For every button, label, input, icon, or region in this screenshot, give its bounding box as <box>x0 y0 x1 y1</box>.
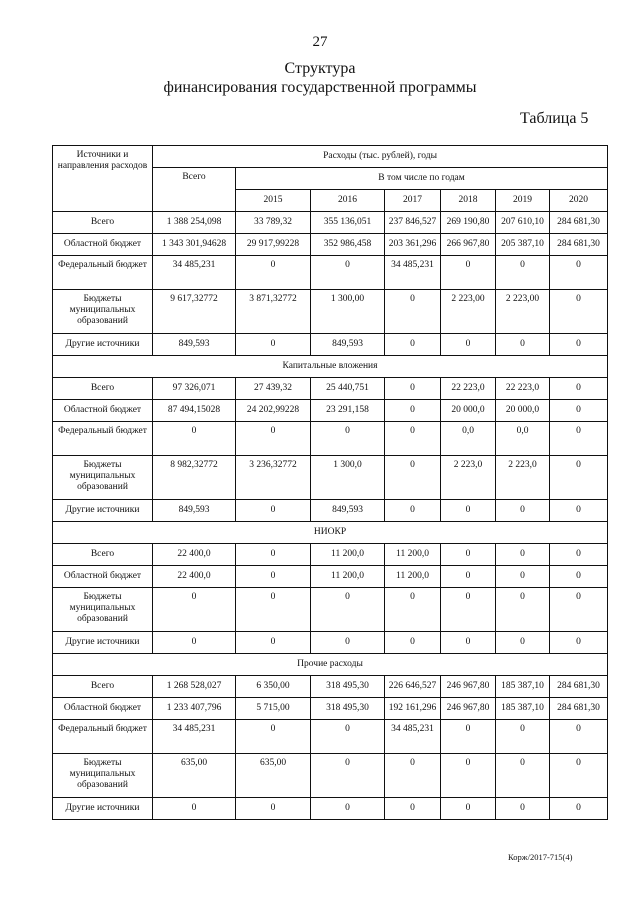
row-label: Федеральный бюджет <box>53 422 153 456</box>
cell-total: 34 485,231 <box>153 720 236 754</box>
cell-value: 3 236,32772 <box>236 456 311 500</box>
cell-value: 0 <box>236 422 311 456</box>
header-expenses: Расходы (тыс. рублей), годы <box>153 146 608 168</box>
cell-value: 0 <box>550 798 608 820</box>
cell-value: 25 440,751 <box>311 378 385 400</box>
row-label: Областной бюджет <box>53 698 153 720</box>
row-label: Федеральный бюджет <box>53 720 153 754</box>
cell-value: 0 <box>550 566 608 588</box>
cell-value: 0 <box>441 720 496 754</box>
cell-value: 11 200,0 <box>385 544 441 566</box>
cell-value: 0 <box>441 632 496 654</box>
row-label: Областной бюджет <box>53 234 153 256</box>
cell-total: 0 <box>153 798 236 820</box>
cell-value: 0 <box>441 256 496 290</box>
cell-value: 23 291,158 <box>311 400 385 422</box>
cell-value: 34 485,231 <box>385 720 441 754</box>
cell-total: 849,593 <box>153 334 236 356</box>
cell-value: 11 200,0 <box>311 566 385 588</box>
cell-value: 11 200,0 <box>385 566 441 588</box>
cell-value: 318 495,30 <box>311 698 385 720</box>
cell-value: 0 <box>550 754 608 798</box>
cell-value: 0 <box>385 754 441 798</box>
cell-value: 0 <box>385 500 441 522</box>
cell-value: 0 <box>496 720 550 754</box>
cell-total: 34 485,231 <box>153 256 236 290</box>
cell-value: 0 <box>550 422 608 456</box>
cell-value: 0 <box>311 754 385 798</box>
cell-total: 8 982,32772 <box>153 456 236 500</box>
cell-value: 0 <box>550 378 608 400</box>
cell-value: 0 <box>441 588 496 632</box>
cell-total: 87 494,15028 <box>153 400 236 422</box>
cell-value: 0 <box>236 544 311 566</box>
header-by-years: В том числе по годам <box>236 168 608 190</box>
cell-value: 3 871,32772 <box>236 290 311 334</box>
row-label: Всего <box>53 212 153 234</box>
cell-value: 0 <box>385 422 441 456</box>
row-label: Другие источники <box>53 798 153 820</box>
cell-total: 849,593 <box>153 500 236 522</box>
cell-value: 0 <box>550 544 608 566</box>
cell-value: 20 000,0 <box>441 400 496 422</box>
cell-value: 2 223,0 <box>496 456 550 500</box>
row-label: Всего <box>53 544 153 566</box>
table-row <box>53 290 608 334</box>
cell-value: 0 <box>550 500 608 522</box>
cell-total: 9 617,32772 <box>153 290 236 334</box>
table-row <box>53 754 608 798</box>
row-label: Областной бюджет <box>53 566 153 588</box>
header-year: 2020 <box>550 190 608 212</box>
cell-value: 0 <box>385 290 441 334</box>
cell-value: 0 <box>236 632 311 654</box>
cell-value: 0 <box>311 720 385 754</box>
cell-value: 0 <box>550 720 608 754</box>
row-label: Бюджеты муниципальных образований <box>53 588 153 632</box>
row-label: Бюджеты муниципальных образований <box>53 754 153 798</box>
table-label: Таблица 5 <box>520 110 589 127</box>
cell-value: 246 967,80 <box>441 698 496 720</box>
cell-value: 0 <box>385 456 441 500</box>
cell-value: 0 <box>385 798 441 820</box>
cell-value: 0 <box>311 256 385 290</box>
cell-value: 0 <box>550 290 608 334</box>
row-label: Всего <box>53 676 153 698</box>
cell-value: 192 161,296 <box>385 698 441 720</box>
cell-value: 355 136,051 <box>311 212 385 234</box>
table-row <box>53 378 608 400</box>
cell-value: 207 610,10 <box>496 212 550 234</box>
cell-total: 0 <box>153 632 236 654</box>
cell-value: 226 646,527 <box>385 676 441 698</box>
cell-total: 0 <box>153 422 236 456</box>
cell-value: 0 <box>311 588 385 632</box>
cell-value: 0 <box>441 544 496 566</box>
cell-value: 185 387,10 <box>496 698 550 720</box>
cell-total: 22 400,0 <box>153 566 236 588</box>
cell-value: 24 202,99228 <box>236 400 311 422</box>
section-title: Прочие расходы <box>53 654 608 676</box>
table-row <box>53 456 608 500</box>
cell-value: 0 <box>441 566 496 588</box>
cell-total: 1 388 254,098 <box>153 212 236 234</box>
header-year: 2016 <box>311 190 385 212</box>
financing-structure-table <box>52 145 608 820</box>
row-label: Бюджеты муниципальных образований <box>53 290 153 334</box>
header-year: 2019 <box>496 190 550 212</box>
cell-value: 0 <box>496 500 550 522</box>
cell-value: 284 681,30 <box>550 212 608 234</box>
header-sources: Источники и направления расходов <box>53 146 153 212</box>
table-row <box>53 400 608 422</box>
table-row <box>53 698 608 720</box>
table-row <box>53 566 608 588</box>
header-total: Всего <box>153 168 236 212</box>
cell-value: 29 917,99228 <box>236 234 311 256</box>
document-footer: Корж/2017-715(4) <box>508 852 573 862</box>
cell-value: 0 <box>236 588 311 632</box>
table-row <box>53 212 608 234</box>
table-row <box>53 798 608 820</box>
cell-value: 0 <box>550 400 608 422</box>
header-year: 2018 <box>441 190 496 212</box>
section-title: НИОКР <box>53 522 608 544</box>
cell-value: 0 <box>441 754 496 798</box>
cell-value: 0 <box>496 754 550 798</box>
cell-value: 0 <box>385 632 441 654</box>
row-label: Федеральный бюджет <box>53 256 153 290</box>
cell-value: 0 <box>236 500 311 522</box>
section-title: Капитальные вложения <box>53 356 608 378</box>
cell-total: 1 343 301,94628 <box>153 234 236 256</box>
table-body <box>53 146 608 820</box>
cell-value: 0,0 <box>496 422 550 456</box>
page-number: 27 <box>312 34 328 50</box>
cell-value: 27 439,32 <box>236 378 311 400</box>
header-year: 2015 <box>236 190 311 212</box>
cell-value: 284 681,30 <box>550 698 608 720</box>
section-row <box>53 654 608 676</box>
cell-value: 0 <box>385 400 441 422</box>
cell-value: 0 <box>550 334 608 356</box>
cell-value: 0 <box>311 422 385 456</box>
cell-value: 2 223,00 <box>496 290 550 334</box>
header-row <box>53 146 608 168</box>
row-label: Бюджеты муниципальных образований <box>53 456 153 500</box>
table-row <box>53 676 608 698</box>
cell-value: 20 000,0 <box>496 400 550 422</box>
cell-value: 33 789,32 <box>236 212 311 234</box>
cell-value: 0 <box>550 588 608 632</box>
cell-value: 34 485,231 <box>385 256 441 290</box>
cell-total: 22 400,0 <box>153 544 236 566</box>
cell-value: 246 967,80 <box>441 676 496 698</box>
cell-value: 0 <box>496 798 550 820</box>
cell-total: 1 268 528,027 <box>153 676 236 698</box>
cell-value: 5 715,00 <box>236 698 311 720</box>
cell-value: 0 <box>441 334 496 356</box>
header-year: 2017 <box>385 190 441 212</box>
cell-value: 2 223,00 <box>441 290 496 334</box>
table-row <box>53 720 608 754</box>
row-label: Другие источники <box>53 632 153 654</box>
cell-value: 0 <box>550 256 608 290</box>
cell-total: 97 326,071 <box>153 378 236 400</box>
table-row <box>53 234 608 256</box>
section-row <box>53 356 608 378</box>
row-label: Другие источники <box>53 334 153 356</box>
table-row <box>53 500 608 522</box>
cell-value: 205 387,10 <box>496 234 550 256</box>
cell-value: 2 223,0 <box>441 456 496 500</box>
cell-value: 1 300,00 <box>311 290 385 334</box>
cell-value: 0 <box>496 588 550 632</box>
cell-total: 635,00 <box>153 754 236 798</box>
cell-value: 269 190,80 <box>441 212 496 234</box>
cell-value: 0 <box>311 798 385 820</box>
cell-value: 203 361,296 <box>385 234 441 256</box>
cell-total: 0 <box>153 588 236 632</box>
table-row <box>53 256 608 290</box>
table-row <box>53 588 608 632</box>
cell-value: 0 <box>496 544 550 566</box>
row-label: Другие источники <box>53 500 153 522</box>
title-line-1: Структура <box>284 60 356 77</box>
cell-value: 0 <box>496 256 550 290</box>
cell-value: 0 <box>550 632 608 654</box>
cell-value: 849,593 <box>311 500 385 522</box>
section-row <box>53 522 608 544</box>
cell-value: 284 681,30 <box>550 676 608 698</box>
cell-value: 0 <box>550 456 608 500</box>
cell-value: 0,0 <box>441 422 496 456</box>
cell-value: 0 <box>311 632 385 654</box>
cell-value: 0 <box>441 500 496 522</box>
cell-value: 849,593 <box>311 334 385 356</box>
cell-value: 352 986,458 <box>311 234 385 256</box>
cell-value: 0 <box>385 378 441 400</box>
cell-value: 11 200,0 <box>311 544 385 566</box>
table-row <box>53 632 608 654</box>
cell-value: 1 300,0 <box>311 456 385 500</box>
cell-value: 0 <box>496 334 550 356</box>
cell-value: 0 <box>385 334 441 356</box>
cell-total: 1 233 407,796 <box>153 698 236 720</box>
cell-value: 284 681,30 <box>550 234 608 256</box>
cell-value: 0 <box>496 632 550 654</box>
title-line-2: финансирования государственной программы <box>163 79 477 96</box>
cell-value: 0 <box>236 566 311 588</box>
row-label: Всего <box>53 378 153 400</box>
table-row <box>53 544 608 566</box>
document-title <box>0 59 640 97</box>
cell-value: 635,00 <box>236 754 311 798</box>
cell-value: 0 <box>385 588 441 632</box>
cell-value: 22 223,0 <box>441 378 496 400</box>
table-row <box>53 334 608 356</box>
cell-value: 0 <box>236 720 311 754</box>
cell-value: 0 <box>236 334 311 356</box>
cell-value: 237 846,527 <box>385 212 441 234</box>
cell-value: 266 967,80 <box>441 234 496 256</box>
cell-value: 0 <box>441 798 496 820</box>
cell-value: 6 350,00 <box>236 676 311 698</box>
cell-value: 318 495,30 <box>311 676 385 698</box>
cell-value: 185 387,10 <box>496 676 550 698</box>
cell-value: 0 <box>496 566 550 588</box>
row-label: Областной бюджет <box>53 400 153 422</box>
cell-value: 0 <box>236 798 311 820</box>
cell-value: 0 <box>236 256 311 290</box>
cell-value: 22 223,0 <box>496 378 550 400</box>
table-row <box>53 422 608 456</box>
